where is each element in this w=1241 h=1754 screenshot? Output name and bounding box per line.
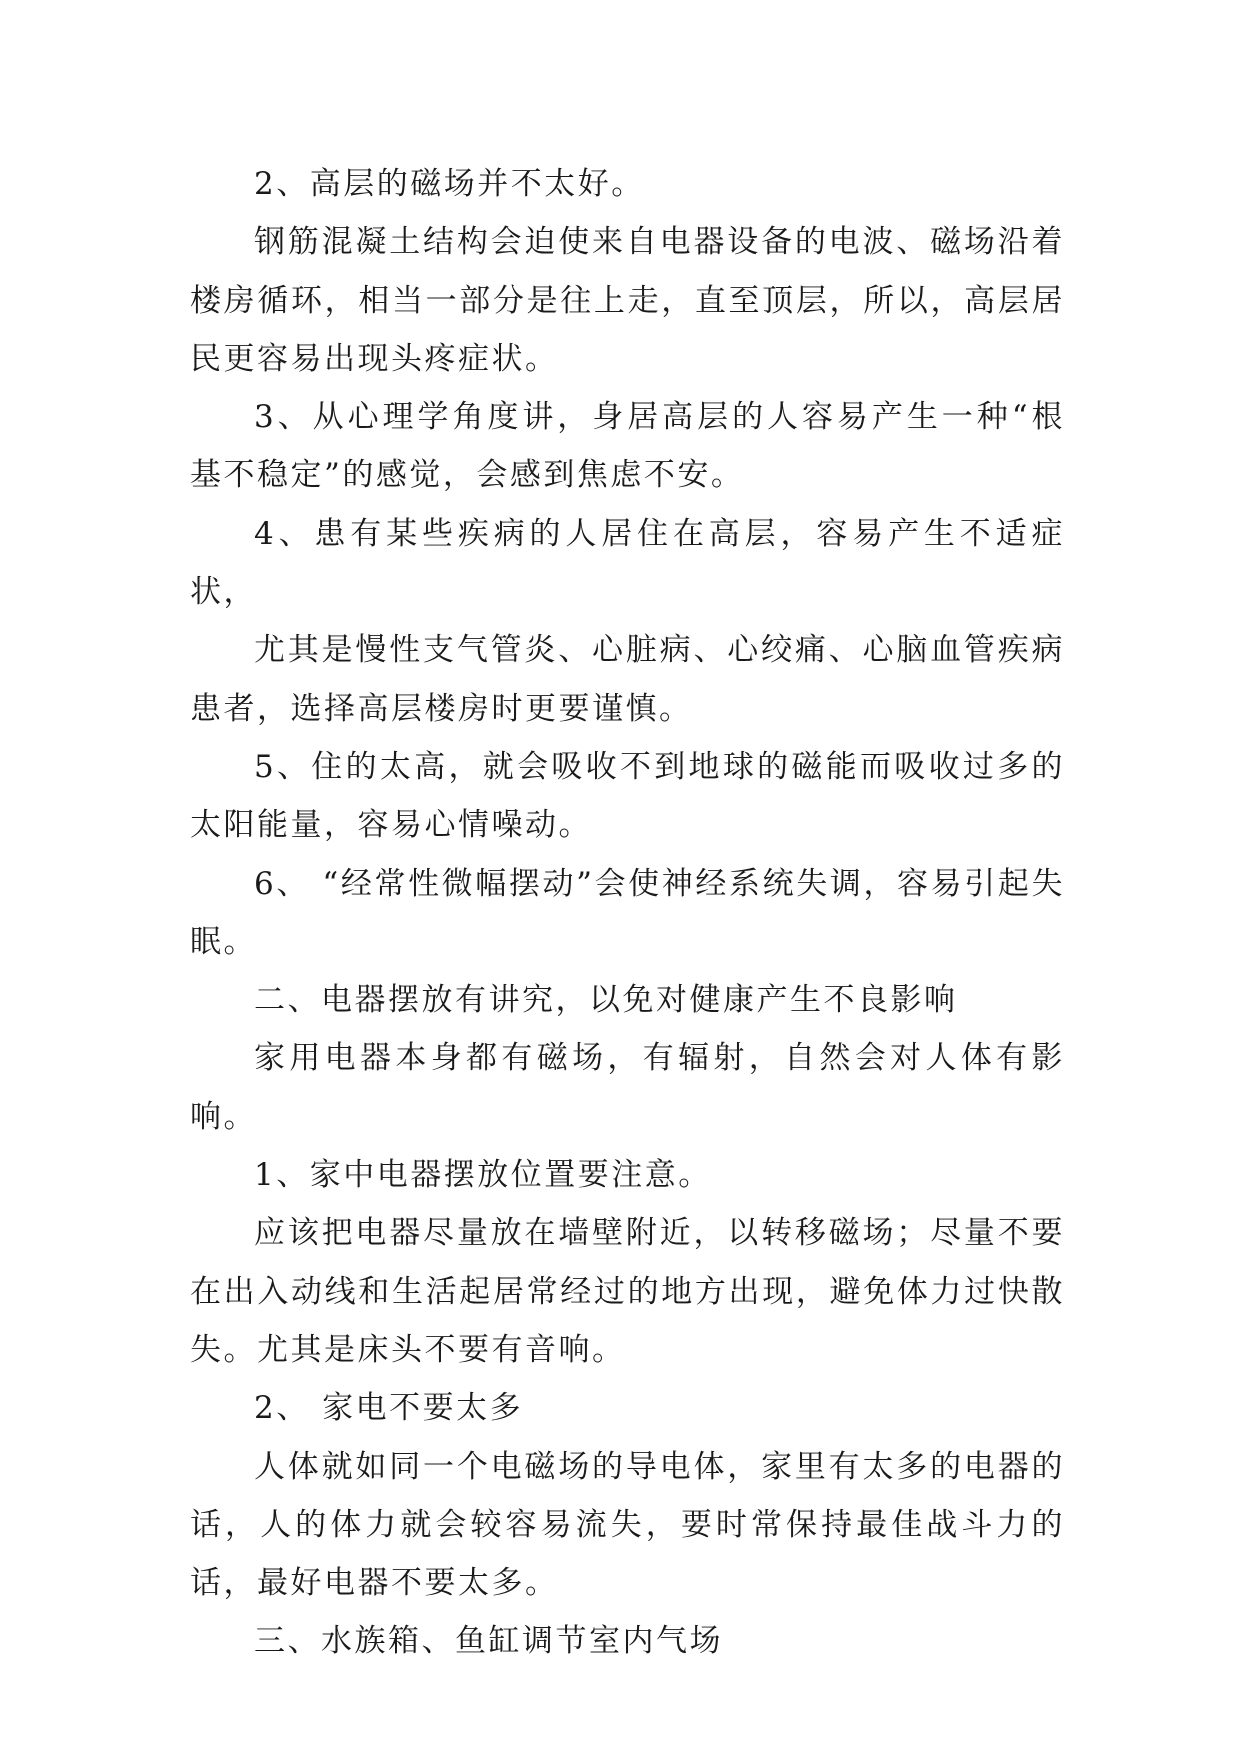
text-column [190,155,1065,1671]
paragraph-swaying: 6、 “经常性微幅摆动”会使神经系统失调，容易引起失眠。 [190,865,1065,960]
paragraph-not-too-many-heading: 2、 家电不要太多 [254,1390,524,1427]
paragraph-concrete-structure: 钢筋混凝土结构会迫使来自电器设备的电波、磁场沿着楼房循环，相当一部分是往上走，直至顶层，所以，高层居民更容易出现头疼症状。 [190,224,1065,377]
paragraph-high-floor-magnetic: 2、高层的磁场并不太好。 [254,166,645,202]
section-heading-appliances: 二、电器摆放有讲究，以免对健康产生不良影响 [254,982,958,1019]
paragraph-appliance-radiation: 家用电器本身都有磁场，有辐射，自然会对人体有影响。 [190,1040,1065,1135]
paragraph-chronic-patients: 尤其是慢性支气管炎、心脏病、心绞痛、心脑血管疾病患者，选择高层楼房时更要谨慎。 [190,632,1065,727]
paragraph-placement-heading: 1、家中电器摆放位置要注意。 [254,1157,712,1194]
paragraph-too-high: 5、住的太高，就会吸收不到地球的磁能而吸收过多的太阳能量，容易心情噪动。 [190,748,1065,844]
paragraph-disease-residents: 4、患有某些疾病的人居住在高层，容易产生不适症状， [190,515,1065,611]
paragraph-not-too-many-detail: 人体就如同一个电磁场的导电体，家里有太多的电器的话，人的体力就会较容易流失，要时常保持最佳战斗力的话，最好电器不要太多。 [190,1448,1065,1602]
paragraph-psychology: 3、从心理学角度讲，身居高层的人容易产生一种“根基不稳定”的感觉，会感到焦虑不安。 [190,399,1065,494]
paragraph-placement-detail: 应该把电器尽量放在墙壁附近，以转移磁场；尽量不要在出入动线和生活起居常经过的地方出现，避免体力过快散失。尤其是床头不要有音响。 [190,1215,1065,1368]
section-heading-aquarium: 三、水族箱、鱼缸调节室内气场 [254,1623,723,1660]
